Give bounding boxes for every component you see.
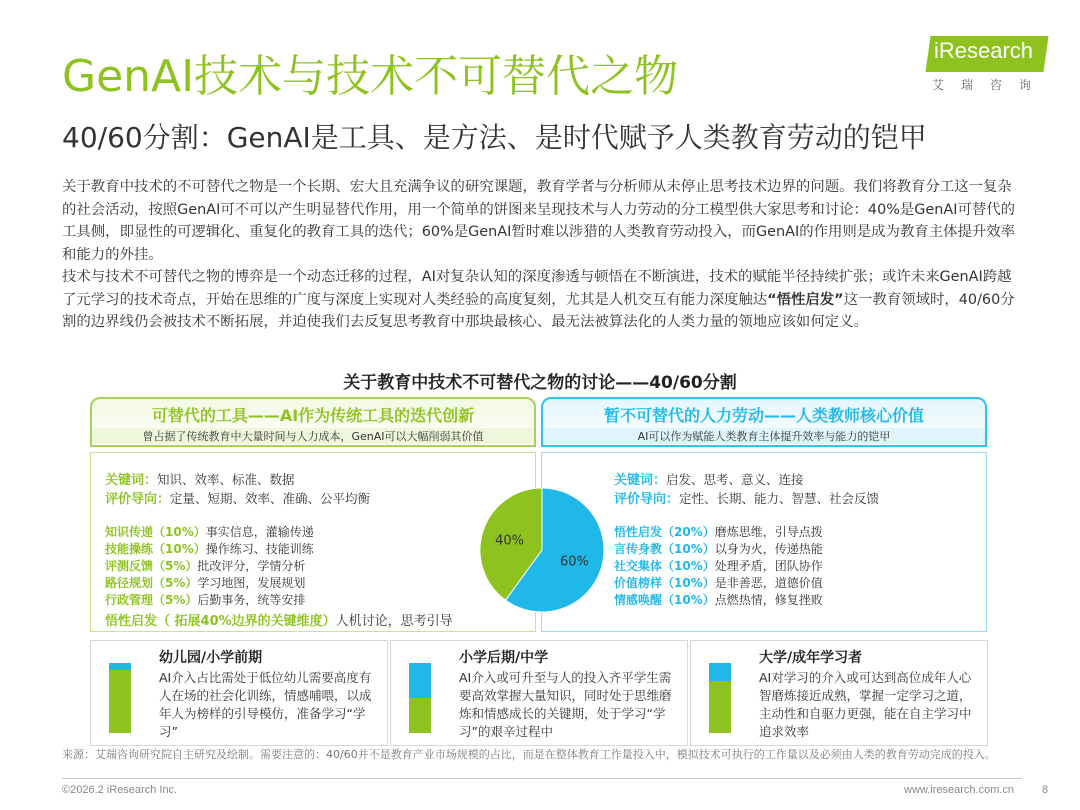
right-item-key: 社交集体（10%） xyxy=(614,559,715,573)
left-item xyxy=(105,591,305,608)
left-item xyxy=(105,610,453,629)
left-item-key: 技能操练（10%） xyxy=(105,542,206,556)
left-item-value: 事实信息，灌输传递 xyxy=(205,525,314,539)
left-item-key: 知识传递（10%） xyxy=(105,525,206,539)
left-evaluation-value: 定量、短期、效率、准确、公平均衡 xyxy=(170,491,371,506)
source-footnote: 来源：艾瑞咨询研究院自主研究及绘制。需要注意的：40/60并不是教育产业市场规模的占比，而是在整体教育工作量投入中，模拟技术可执行的工作量以及必须由人类的教育劳动完成的投入。 xyxy=(62,748,996,761)
page-number: 8 xyxy=(1042,784,1049,796)
right-item-value: 是非善恶，道德价值 xyxy=(714,576,823,590)
right-header xyxy=(541,397,987,447)
stage-bar-ai-2 xyxy=(409,663,431,698)
stage-bar-1 xyxy=(109,663,131,733)
pie-label-40: 40% xyxy=(495,533,525,549)
right-panel xyxy=(541,452,987,632)
left-evaluation xyxy=(105,488,370,507)
right-item-value: 处理矛盾，团队协作 xyxy=(714,559,823,573)
right-item xyxy=(614,591,823,608)
footer-divider xyxy=(62,778,1022,779)
right-header-title: 暂不可替代的人力劳动——人类教师核心价值 xyxy=(603,406,924,425)
left-item-value: 操作练习、技能训练 xyxy=(205,542,314,556)
left-item-value: 批改评分，学情分析 xyxy=(197,559,306,573)
intro-paragraph-2-a: 技术与技术不可替代之物的博弈是一个动态迁移的过程，AI对复杂认知的深度渗透与顿悟在不断演进，技术的赋能半径持续扩张；或许未来GenAI跨越了元学习的技术奇点，开始在思维的广度与深度上实现对人类经验的高度复刻，尤其是人机交互有能力深度触达 xyxy=(62,269,1012,308)
left-header-title: 可替代的工具——AI作为传统工具的迭代创新 xyxy=(151,406,475,425)
intro-paragraph-2 xyxy=(62,266,1022,334)
intro-paragraph-2-c: 这一教育领域时，40/60分割的边界线仍会被技术不断拓展，并迫使我们去反复思考教育中那块最核心、最无法被算法化的人类力量的领地应该如何定义。 xyxy=(62,291,1015,330)
right-item xyxy=(614,540,823,557)
copyright: ©2026.2 iResearch Inc. xyxy=(62,784,178,796)
pie-label-60: 60% xyxy=(559,554,589,570)
intro-text xyxy=(62,176,1022,334)
right-item-value: 以身为火，传递热能 xyxy=(714,542,823,556)
stage-bar-2 xyxy=(409,663,431,733)
stage-card-1 xyxy=(90,640,388,746)
right-item xyxy=(614,557,823,574)
right-item-key: 价值榜样（10%） xyxy=(614,576,715,590)
website-link[interactable]: www.iresearch.com.cn xyxy=(904,784,1015,796)
left-keywords-value: 知识、效率、标准、数据 xyxy=(157,472,295,487)
right-item xyxy=(614,574,823,591)
left-item-key: 悟性启发（ 拓展40%边界的关键维度） xyxy=(105,614,336,629)
right-keywords xyxy=(614,469,804,488)
right-evaluation xyxy=(614,488,879,507)
stage-title-3: 大学/成年学习者 xyxy=(759,650,863,666)
left-item-key: 行政管理（5%） xyxy=(105,593,198,607)
right-evaluation-label: 评价导向： xyxy=(614,492,680,507)
left-header xyxy=(90,397,536,447)
intro-highlight: “悟性启发” xyxy=(767,291,844,308)
right-item xyxy=(614,523,823,540)
left-item-key: 评测反馈（5%） xyxy=(105,559,198,573)
left-item xyxy=(105,523,314,540)
left-item xyxy=(105,557,305,574)
left-item xyxy=(105,540,314,557)
logo-subtext: 艾瑞咨询 xyxy=(932,78,1049,92)
intro-paragraph-1: 关于教育中技术的不可替代之物是一个长期、宏大且充满争议的研究课题，教育学者与分析师从未停止思考技术边界的问题。我们将教育分工这一复杂的社会活动，按照GenAI可不可以产生明显替代作用，用一个简单的饼图来呈现技术与人力劳动的分工模型供大家思考和讨论：40%是GenAI可替代的工具侧，即显性的可逻辑化、重复化的教育工具的迭代；60%是GenAI暂时难以涉猎的人类教育劳动投入，而GenAI的作用则是成为教育主体提升效率和能力的外挂。 xyxy=(62,179,1016,263)
chart-title: 关于教育中技术不可替代之物的讨论——40/60分割 xyxy=(343,373,737,393)
left-item-value: 学习地图，发展规划 xyxy=(197,576,306,590)
left-item-key: 路径规划（5%） xyxy=(105,576,198,590)
iresearch-logo xyxy=(928,36,1048,96)
right-header-subtitle: AI可以作为赋能人类教育主体提升效率与能力的铠甲 xyxy=(543,428,985,444)
logo-text: iResearch xyxy=(934,38,1034,63)
left-header-subtitle: 曾占据了传统教育中大量时间与人力成本，GenAI可以大幅削弱其价值 xyxy=(92,428,534,444)
right-keywords-value: 启发、思考、意义、连接 xyxy=(666,472,804,487)
left-evaluation-label: 评价导向： xyxy=(105,492,171,507)
left-keywords xyxy=(105,469,295,488)
stage-title-1: 幼儿园/小学前期 xyxy=(159,650,263,666)
stage-card-3 xyxy=(690,640,988,746)
left-item-value: 人机讨论，思考引导 xyxy=(335,614,453,629)
left-item-value: 后勤事务，统等安排 xyxy=(197,593,306,607)
stage-bar-ai-3 xyxy=(709,663,731,681)
stage-card-2 xyxy=(390,640,688,746)
left-panel xyxy=(90,452,536,632)
page-title: GenAI技术与技术不可替代之物 xyxy=(62,51,679,102)
stage-title-2: 小学后期/中学 xyxy=(459,650,549,666)
stage-bar-3 xyxy=(709,663,731,733)
stage-bar-ai-1 xyxy=(109,663,131,670)
stage-text-3: AI对学习的介入或可达到高位成年人心智磨炼接近成熟，掌握一定学习之道，主动性和自驱力更强，能在自主学习中追求效率 xyxy=(759,670,972,739)
right-item-value: 磨炼思维，引导点拨 xyxy=(714,525,823,539)
pie-chart xyxy=(478,486,606,614)
right-item-key: 悟性启发（20%） xyxy=(614,525,715,539)
right-item-key: 言传身教（10%） xyxy=(614,542,715,556)
stage-text-2: AI介入或可升至与人的投入齐平学生需要高效掌握大量知识，同时处于思维磨炼和情感成长的关键期，处于学习“学习”的艰辛过程中 xyxy=(459,670,672,739)
left-item xyxy=(105,574,305,591)
right-item-key: 情感唤醒（10%） xyxy=(614,593,715,607)
right-keywords-label: 关键词： xyxy=(614,473,667,488)
stage-text-1: AI介入占比需处于低位幼儿需要高度有人在场的社会化训练，情感哺喂，以成年人为榜样的引导模仿，准备学习“学习” xyxy=(159,670,372,739)
left-keywords-label: 关键词： xyxy=(105,473,158,488)
right-item-value: 点燃热情，修复挫败 xyxy=(714,593,823,607)
right-evaluation-value: 定性、长期、能力、智慧、社会反馈 xyxy=(679,491,880,506)
page-subtitle: 40/60分割：GenAI是工具、是方法、是时代赋予人类教育劳动的铠甲 xyxy=(62,121,927,154)
